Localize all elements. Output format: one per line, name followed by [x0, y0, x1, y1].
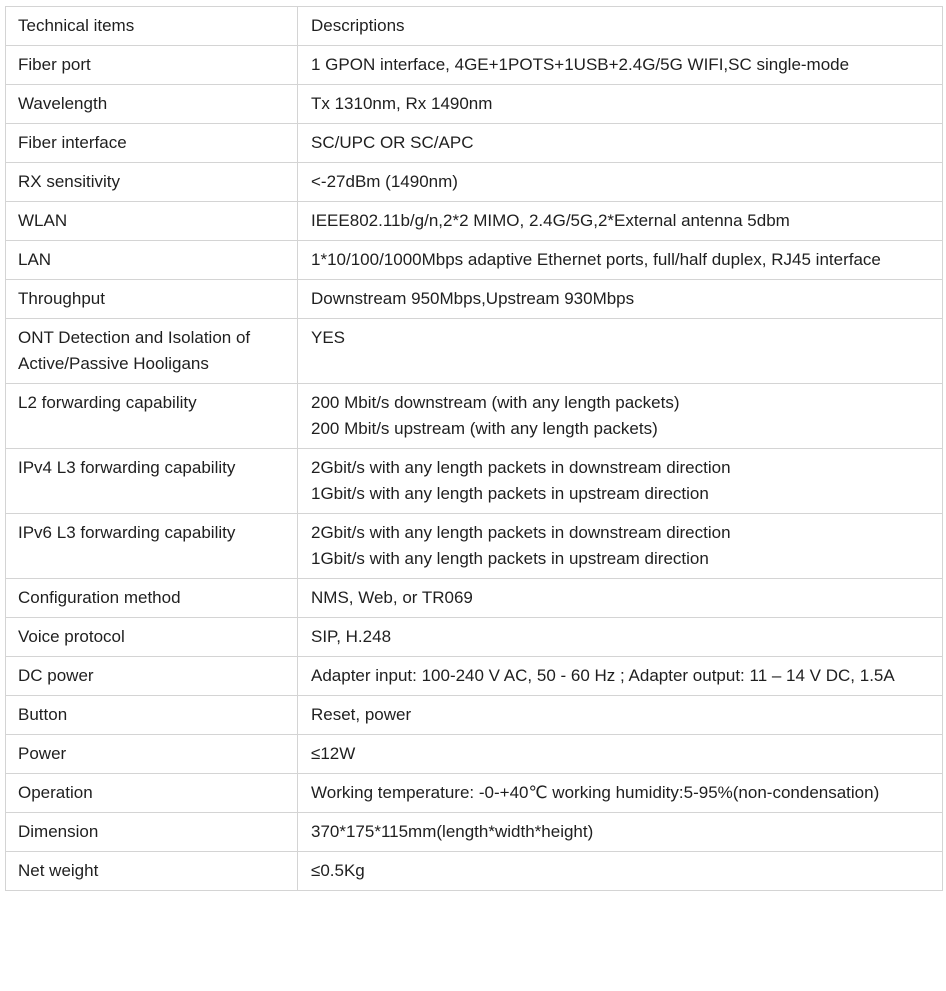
item-cell: Net weight [6, 852, 298, 891]
description-line: ≤0.5Kg [311, 861, 365, 880]
item-cell: Configuration method [6, 579, 298, 618]
table-row [6, 384, 943, 449]
table-row [6, 319, 943, 384]
description-line: Reset, power [311, 705, 412, 724]
table-row [6, 124, 943, 163]
description-line: 2Gbit/s with any length packets in downstream direction [311, 523, 731, 542]
description-cell [298, 319, 943, 384]
item-cell: Button [6, 696, 298, 735]
item-cell: Throughput [6, 280, 298, 319]
description-cell [298, 46, 943, 85]
description-cell [298, 852, 943, 891]
table-row [6, 735, 943, 774]
description-line: 2Gbit/s with any length packets in downstream direction [311, 458, 731, 477]
header-technical-items: Technical items [6, 7, 298, 46]
item-cell: WLAN [6, 202, 298, 241]
description-cell [298, 579, 943, 618]
description-line: IEEE802.11b/g/n,2*2 MIMO, 2.4G/5G,2*External antenna 5dbm [311, 211, 790, 230]
table-row [6, 46, 943, 85]
description-cell [298, 449, 943, 514]
description-line: 200 Mbit/s upstream (with any length packets) [311, 419, 658, 438]
table-row [6, 618, 943, 657]
description-cell [298, 202, 943, 241]
description-line: Tx 1310nm, Rx 1490nm [311, 94, 493, 113]
item-cell: Fiber port [6, 46, 298, 85]
header-descriptions: Descriptions [298, 7, 943, 46]
table-row [6, 241, 943, 280]
item-cell: RX sensitivity [6, 163, 298, 202]
item-cell: DC power [6, 657, 298, 696]
table-row [6, 514, 943, 579]
description-line: Adapter input: 100-240 V AC, 50 - 60 Hz ; Adapter output: 11 – 14 V DC, 1.5A [311, 666, 895, 685]
description-line: SIP, H.248 [311, 627, 392, 646]
description-cell [298, 813, 943, 852]
description-line: Downstream 950Mbps,Upstream 930Mbps [311, 289, 635, 308]
description-line: YES [311, 328, 346, 347]
table-row [6, 852, 943, 891]
item-cell: L2 forwarding capability [6, 384, 298, 449]
description-cell [298, 280, 943, 319]
item-cell: ONT Detection and Isolation of Active/Passive Hooligans [6, 319, 298, 384]
item-cell: Voice protocol [6, 618, 298, 657]
description-cell [298, 657, 943, 696]
table-row [6, 657, 943, 696]
table-row [6, 579, 943, 618]
description-line: 1 GPON interface, 4GE+1POTS+1USB+2.4G/5G WIFI,SC single-mode [311, 55, 850, 74]
table-row [6, 280, 943, 319]
item-cell: Power [6, 735, 298, 774]
description-cell [298, 735, 943, 774]
description-cell [298, 384, 943, 449]
description-line: <-27dBm (1490nm) [311, 172, 458, 191]
item-cell: Dimension [6, 813, 298, 852]
item-cell: IPv6 L3 forwarding capability [6, 514, 298, 579]
item-cell: Operation [6, 774, 298, 813]
description-cell [298, 618, 943, 657]
description-line: Working temperature: -0-+40℃ working humidity:5-95%(non-condensation) [311, 783, 880, 802]
spec-table [5, 6, 943, 891]
description-cell [298, 163, 943, 202]
item-cell: IPv4 L3 forwarding capability [6, 449, 298, 514]
table-row [6, 696, 943, 735]
item-cell: LAN [6, 241, 298, 280]
description-line: 370*175*115mm(length*width*height) [311, 822, 594, 841]
description-line: 200 Mbit/s downstream (with any length packets) [311, 393, 680, 412]
table-row [6, 163, 943, 202]
description-cell [298, 124, 943, 163]
description-cell [298, 85, 943, 124]
description-cell [298, 696, 943, 735]
description-line: NMS, Web, or TR069 [311, 588, 473, 607]
description-line: 1Gbit/s with any length packets in upstream direction [311, 484, 709, 503]
spec-table-body [6, 7, 943, 891]
description-line: SC/UPC OR SC/APC [311, 133, 474, 152]
item-cell: Wavelength [6, 85, 298, 124]
description-line: 1*10/100/1000Mbps adaptive Ethernet ports, full/half duplex, RJ45 interface [311, 250, 881, 269]
description-line: 1Gbit/s with any length packets in upstream direction [311, 549, 709, 568]
item-cell: Fiber interface [6, 124, 298, 163]
table-header-row [6, 7, 943, 46]
table-row [6, 202, 943, 241]
description-cell [298, 514, 943, 579]
table-row [6, 85, 943, 124]
description-cell [298, 241, 943, 280]
description-line: ≤12W [311, 744, 356, 763]
table-row [6, 449, 943, 514]
description-cell [298, 774, 943, 813]
table-row [6, 774, 943, 813]
table-row [6, 813, 943, 852]
